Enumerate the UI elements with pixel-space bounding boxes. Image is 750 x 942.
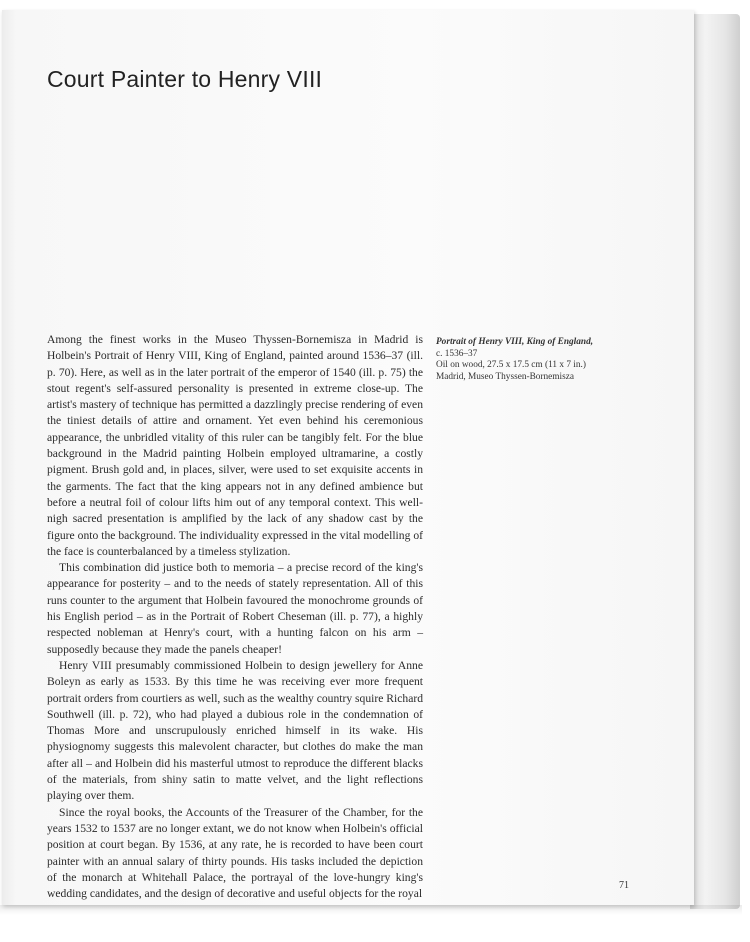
- paragraph: Henry VIII presumably commissioned Holbein to design jewellery for Anne Boleyn as early as 1533. By this time he was receiving ever more frequent portrait orders from courtiers as well, such as the wealthy country squire Richard Southwell (ill. p. 72), who had played a dubious role in the condemnation of Thomas More and unscrupulously enriched himself in its wake. His physiognomy suggests this malevolent character, but clothes do make the man after all – and Holbein did his masterful utmost to reproduce the different blacks of the materials, from shiny satin to matte velvet, and the light reflections playing over them.: [47, 658, 423, 803]
- caption-date: c. 1536–37: [436, 348, 478, 359]
- paragraph: Since the royal books, the Accounts of the Treasurer of the Chamber, for the years 1532 to 1537 are no longer extant, we do not know when Holbein's official position at court began. By 1536, at any rate, he is recorded to have been court painter with an annual salary of thirty pounds. His tasks included the depiction of the monarch at Whitehall Palace, the portrayal of the love-hungry king's wedding candidates, and the design of decorative and useful objects for the royal: [47, 805, 423, 901]
- body-text: [47, 332, 423, 902]
- book-page: [2, 10, 694, 905]
- page-shadow: [0, 905, 742, 915]
- caption-title: Portrait of Henry VIII, King of England,: [436, 337, 594, 347]
- paragraph: This combination did justice both to memoria – a precise record of the king's appearance for posterity – and to the needs of stately representation. All of this runs counter to the argument that Holbein favoured the monochrome grounds of his English period – as in the Portrait of Robert Cheseman (ill. p. 77), a highly respected nobleman at Henry's court, with a hunting falcon on his arm – supposedly because they made the panels cheaper!: [47, 561, 423, 656]
- chapter-heading: Court Painter to Henry VIII: [47, 66, 323, 92]
- book-cover-edge: [690, 14, 740, 909]
- caption-medium: Oil on wood, 27.5 x 17.5 cm (11 x 7 in.): [436, 360, 586, 371]
- page-number: 71: [619, 880, 629, 891]
- caption-location: Madrid, Museo Thyssen-Bornemisza: [436, 371, 574, 382]
- paragraph: Among the finest works in the Museo Thyssen-Bornemisza in Madrid is Holbein's Portrait of Henry VIII, King of England, painted around 1536–37 (ill. p. 70). Here, as well as in the later portrait of the emperor of 1540 (ill. p. 75) the stout regent's self-assured personality is presented in extreme close-up. The artist's mastery of technique has permitted a dazzlingly precise rendering of even the tiniest details of attire and ornament. Yet even behind his ceremonious appearance, the unbridled vitality of this ruler can be tangibly felt. For the blue background in the Madrid painting Holbein employed ultramarine, a costly pigment. Brush gold and, in places, silver, were used to set exquisite accents in the garments. The fact that the king appears not in any defined ambience but before a neutral foil of colour lifts him out of any temporal context. This well-nigh sacred presentation is amplified by the lack of any shadow cast by the figure onto the background. The individuality expressed in the vital modelling of the face is counterbalanced by a timeless stylization.: [47, 333, 423, 558]
- image-caption: [436, 337, 666, 383]
